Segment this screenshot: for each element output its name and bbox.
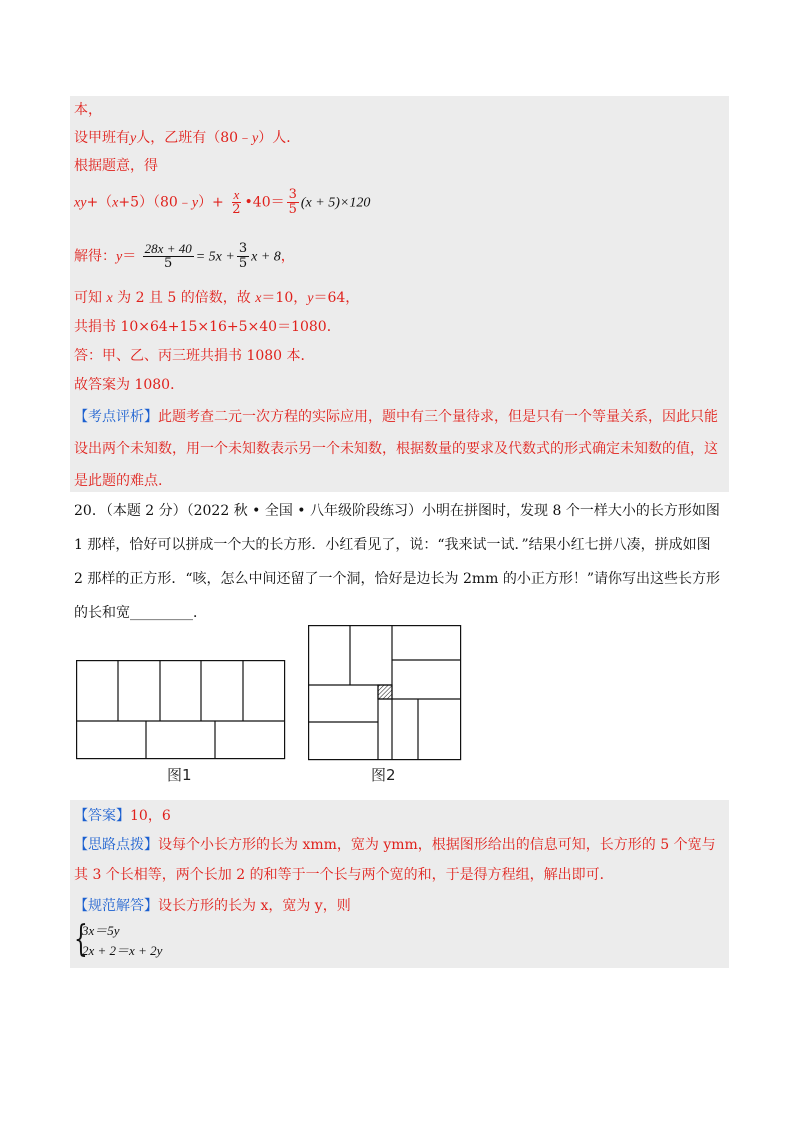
figure-1 (76, 660, 286, 760)
analysis-paragraph: 【考点评析】此题考查二元一次方程的实际应用，题中有三个量待求，但是只有一个等量关系，因此只能设出两个未知数，用一个未知数表示另一个未知数，根据数量的要求及代数式的形式确定未知数的值，这是此题的难点. (74, 409, 718, 489)
analysis-tag: 【考点评析】 (74, 409, 158, 425)
solution-line-3: 根据题意，得 (74, 158, 158, 174)
solution-tag: 【规范解答】 (74, 898, 158, 914)
figure-1-caption: 图1 (167, 766, 192, 784)
question-20: 20．（本题 2 分）（2022 秋 • 全国 • 八年级阶段练习）小明在拼图时，发现 8 个一样大小的长方形如图 1 那样，恰好可以拼成一个大的长方形．小红看见了，说：“我来试一试．”结果小红七拼八凑，拼成如图 2 那样的正方形．“咳，怎么中间还留了一个洞，恰好是边长为 2mm 的小正方形！”请你写出这些长方形的长和宽_________． (74, 503, 721, 621)
solution-line-6: 可知 x 为 2 且 5 的倍数，故 x＝10，y＝64， (74, 290, 360, 306)
solution-line-9: 故答案为 1080． (74, 377, 185, 393)
system-eq-2: 2x + 2＝x + 2y (82, 943, 163, 958)
fraction-x-over-2: $\frac{x}{2}$ (232, 187, 241, 217)
fraction-28x-plus-40-over-5: $\frac{28x + 40}{5}$ (144, 241, 192, 271)
fraction-3-over-5-b: $\frac{3}{5}$ (238, 241, 248, 271)
fraction-3-over-5: $\frac{3}{5}$ (288, 187, 297, 217)
solution-line-8: 答：甲、乙、丙三班共捐书 1080 本． (74, 348, 315, 364)
hint-paragraph: 【思路点拨】设每个小长方形的长为 xmm，宽为 ymm，根据图形给出的信息可知，长方形的 5 个宽与其 3 个长相等，两个长加 2 的和等于一个长与两个宽的和，于是得方程组，解出即可． (74, 837, 716, 883)
answer-line: 【答案】10，6 (74, 808, 171, 824)
figure-1-drawing (76, 660, 286, 760)
system-eq-1: 3x＝5y (82, 923, 120, 938)
figure-2-caption: 图2 (371, 766, 396, 784)
figure-2 (308, 625, 462, 761)
figure-2-drawing (308, 625, 462, 761)
solution-line-2: 设甲班有y人，乙班有（80﹣y）人． (74, 130, 301, 146)
solution-line-7: 共捐书 10×64+15×16+5×40＝1080． (74, 319, 341, 335)
system-brace: { (74, 919, 88, 960)
solution-result: 解得：y＝ $\frac{28x + 40}{5}$ = 5x + $\frac{3}{5}$ x + 8， (74, 241, 295, 271)
center-hole (378, 685, 392, 699)
solution-intro: 【规范解答】设长方形的长为 x，宽为 y，则 (74, 898, 351, 914)
equation-1: xy+（x+5）（80﹣y）+ $\frac{x}{2}$ •40＝ $\frac{3}{5}$ (x + 5)×120 (74, 187, 371, 217)
answer-tag: 【答案】 (74, 808, 130, 824)
hint-tag: 【思路点拨】 (74, 837, 158, 853)
solution-line-1: 本， (74, 102, 102, 118)
